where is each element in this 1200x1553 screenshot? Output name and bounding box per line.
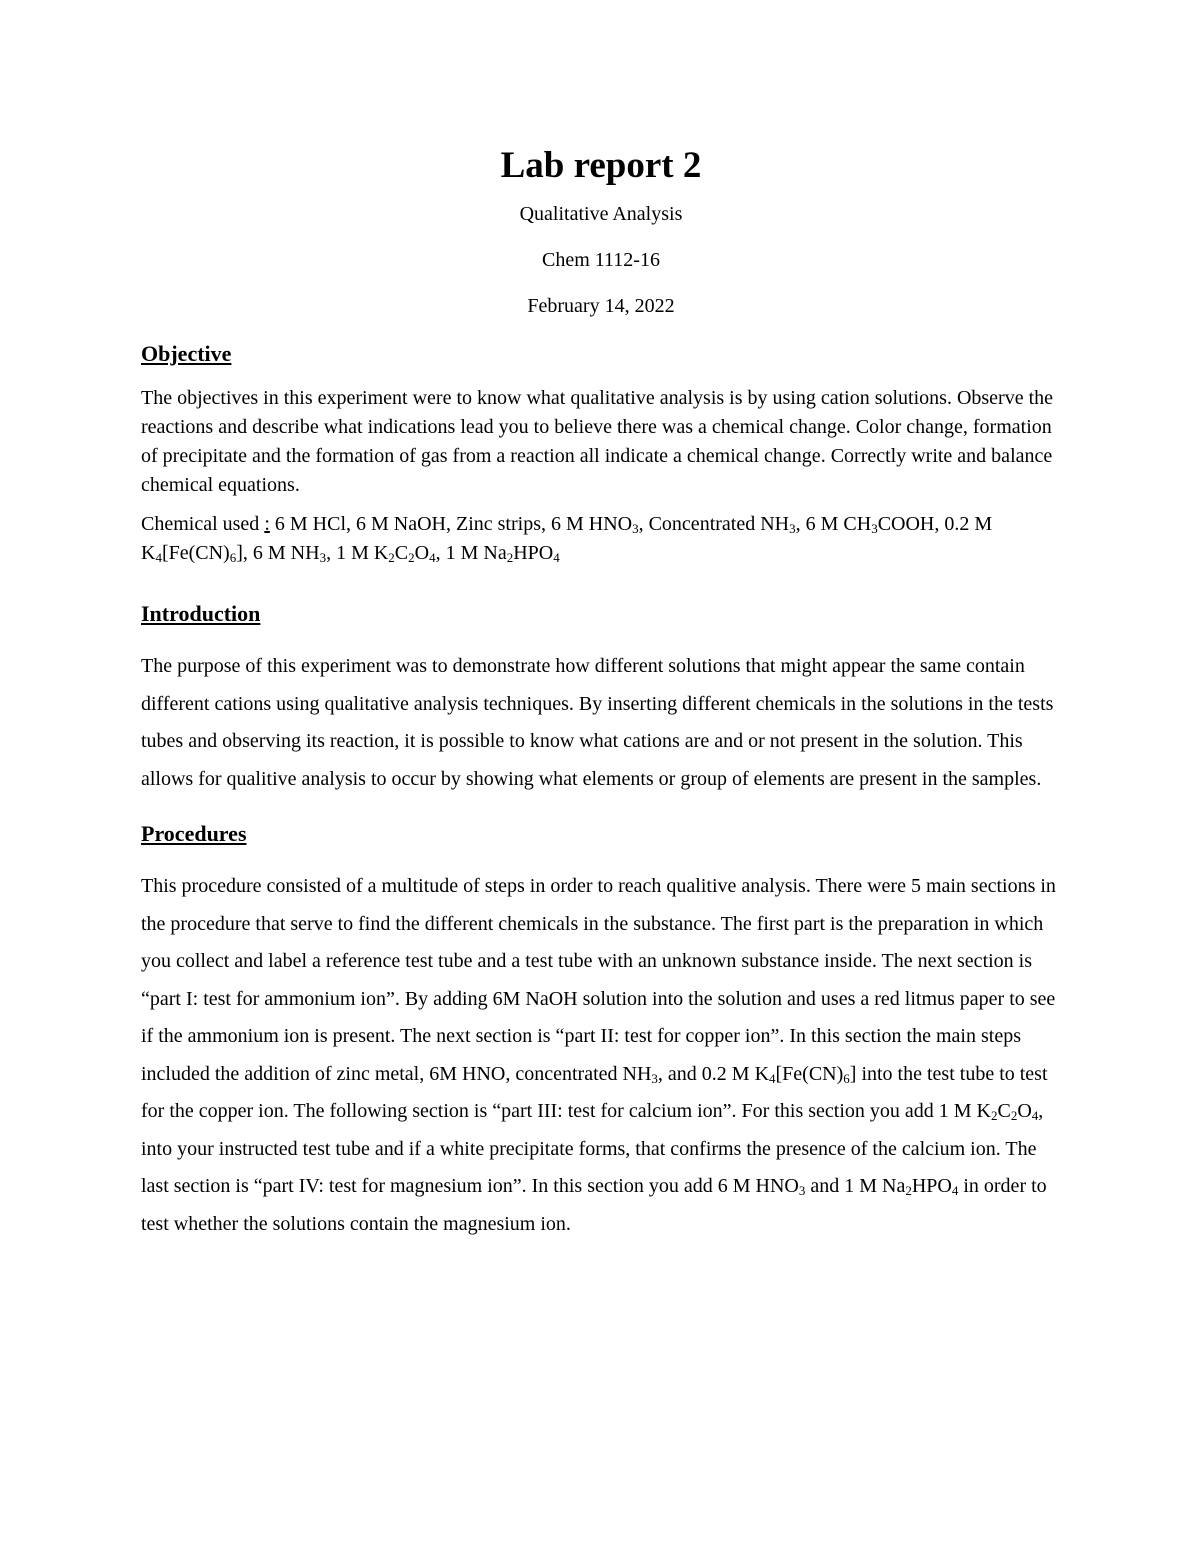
report-subtitle: Qualitative Analysis <box>519 203 683 225</box>
page-title: Lab report 2 <box>500 145 702 186</box>
document-page <box>141 138 1061 1243</box>
objective-paragraph: The objectives in this experiment were to know what qualitative analysis is by using cation solutions. Observe the reactions and describe what indications lead you to believe there was a chemical change. Color change, formation of precipitate and the formation of gas from a reaction all indicate a chemical change. Correctly write and balance chemical equations. <box>141 387 1054 496</box>
chemicals-label: Chemical used <box>141 513 260 535</box>
chemicals-colon: : <box>264 513 270 535</box>
course-number: Chem 1112-16 <box>542 249 660 271</box>
objective-heading: Objective <box>141 341 232 366</box>
procedures-heading: Procedures <box>141 821 247 846</box>
introduction-heading: Introduction <box>141 601 261 626</box>
chemicals-used-paragraph: Chemical used : 6 M HCl, 6 M NaOH, Zinc strips, 6 M $HNO_3$, Concentrated $NH_3$, 6 M $CH_3COOH$, 0.2 M $K_4[Fe(CN)_6]$, 6 M $NH_3$, 1 M $K_2C_2O_4$, 1 M $Na_2HPO_4$ <box>141 513 993 565</box>
report-date: February 14, 2022 <box>527 295 675 317</box>
procedures-paragraph: This procedure consisted of a multitude of steps in order to reach qualitive analysis. There were 5 main sections in the procedure that serve to find the different chemicals in the substance. The first part is the preparation in which you collect and label a reference test tube and a test tube with an unknown substance inside. The next section is “part I: test for ammonium ion”. By adding 6M NaOH solution into the solution and uses a red litmus paper to see if the ammonium ion is present. The next section is “part II: test for copper ion”. In this section the main steps included the addition of zinc metal, 6M HNO, concentrated $NH_3$, and 0.2 M $K_4[Fe(CN)_6]$ into the test tube to test for the copper ion. The following section is “part III: test for calcium ion”. For this section you add 1 M $K_2C_2O_4$, into your instructed test tube and if a white precipitate forms, that confirms the presence of the calcium ion. The last section is “part IV: test for magnesium ion”. In this section you add 6 M $HNO_3$ and 1 M $Na_2HPO_4$ in order to test whether the solutions contain the magnesium ion. <box>141 875 1056 1235</box>
introduction-paragraph: The purpose of this experiment was to demonstrate how different solutions that might appear the same contain different cations using qualitative analysis techniques. By inserting different chemicals in the solutions in the tests tubes and observing its reaction, it is possible to know what cations are and or not present in the solution. This allows for qualitive analysis to occur by showing what elements or group of elements are present in the samples. <box>141 655 1054 790</box>
